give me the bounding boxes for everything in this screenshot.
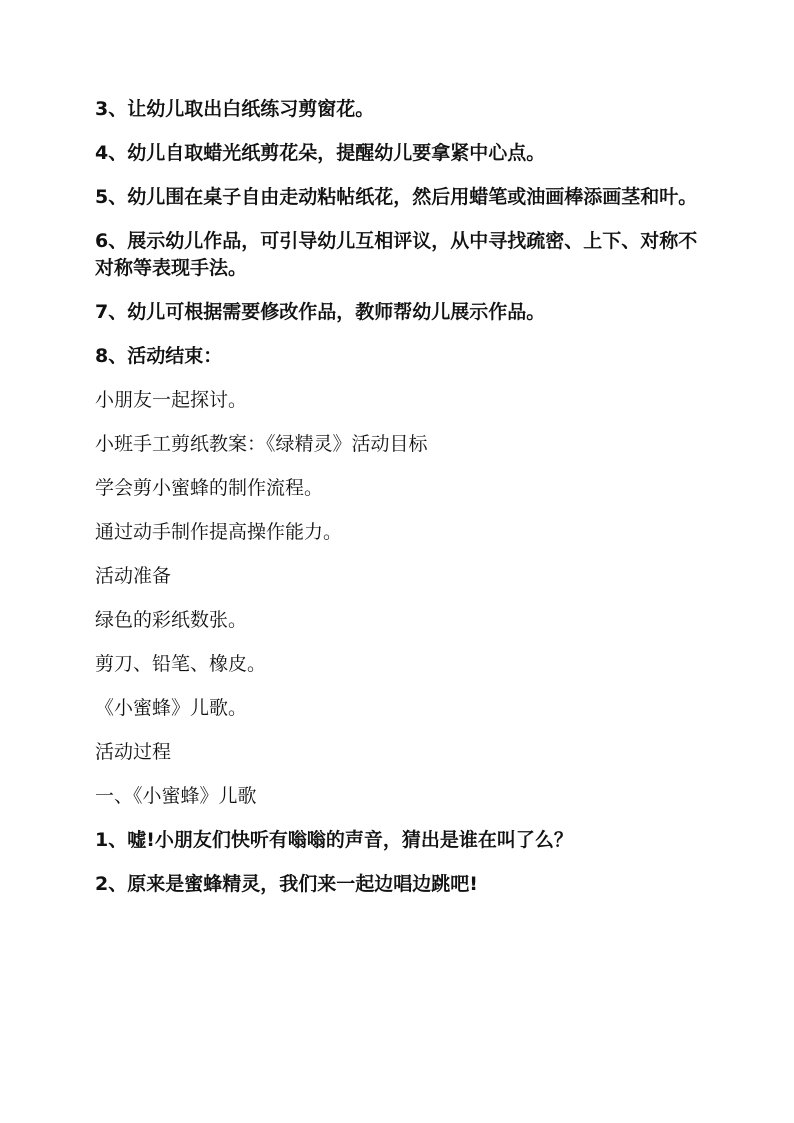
process-step-2-paragraph: 2、原来是蜜蜂精灵，我们来一起边唱边跳吧! — [95, 873, 478, 895]
step-4-paragraph: 4、幼儿自取蜡光纸剪花朵，提醒幼儿要拿紧中心点。 — [95, 142, 546, 164]
step-7-paragraph: 7、幼儿可根据需要修改作品，教师帮幼儿展示作品。 — [95, 301, 546, 323]
step-5-paragraph: 5、幼儿围在桌子自由走动粘帖纸花，然后用蜡笔或油画棒添画茎和叶。 — [95, 186, 698, 208]
document-body — [95, 96, 705, 915]
material-3-paragraph: 《小蜜蜂》儿歌。 — [95, 697, 248, 719]
step-8-paragraph: 8、活动结束： — [95, 345, 223, 367]
goal-1-paragraph: 学会剪小蜜蜂的制作流程。 — [95, 477, 324, 499]
material-1-paragraph: 绿色的彩纸数张。 — [95, 609, 248, 631]
discussion-paragraph: 小朋友一起探讨。 — [95, 389, 248, 411]
process-heading: 活动过程 — [95, 741, 172, 763]
material-2-paragraph: 剪刀、铅笔、橡皮。 — [95, 653, 267, 675]
section-1-heading: 一、《小蜜蜂》儿歌 — [95, 785, 257, 807]
goal-2-paragraph: 通过动手制作提高操作能力。 — [95, 521, 343, 543]
step-3-paragraph: 3、让幼儿取出白纸练习剪窗花。 — [95, 98, 375, 120]
process-step-1-paragraph: 1、嘘!小朋友们快听有嗡嗡的声音，猜出是谁在叫了么？ — [95, 829, 573, 851]
lesson-title-paragraph: 小班手工剪纸教案：《绿精灵》活动目标 — [95, 433, 428, 455]
step-6-paragraph: 6、展示幼儿作品，可引导幼儿互相评议，从中寻找疏密、上下、对称不对称等表现手法。 — [95, 230, 698, 279]
preparation-heading: 活动准备 — [95, 565, 172, 587]
